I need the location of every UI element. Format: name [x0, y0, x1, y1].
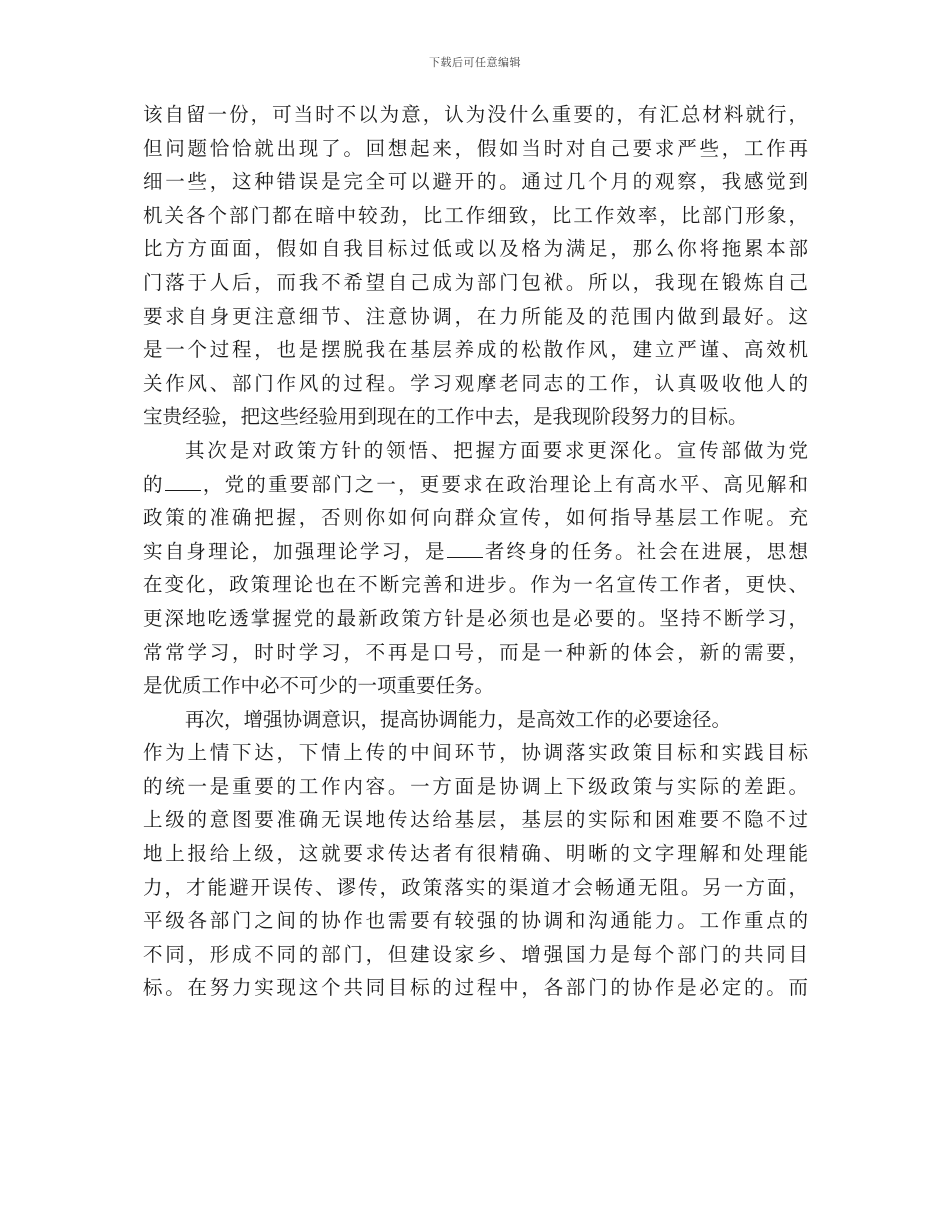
text-line: 门落于人后，而我不希望自己成为部门包袱。所以，我现在锻炼自己 — [143, 270, 808, 294]
text-fragment: 者终身的任务。社会在进展，思想 — [482, 539, 808, 563]
text-line — [143, 468, 808, 502]
text-line: 该自留一份，可当时不以为意，认为没什么重要的，有汇总材料就行， — [143, 103, 808, 126]
text-line: 是一个过程，也是摆脱我在基层养成的松散作风，建立严谨、高效机 — [143, 338, 808, 362]
text-line: 上级的意图要准确无误地传达给基层，基层的实际和困难要不隐不过 — [143, 808, 808, 832]
text-line: 但问题恰恰就出现了。回想起来，假如当时对自己要求严些，工作再 — [143, 136, 808, 160]
text-line: 是优质工作中必不可少的一项重要任务。 — [143, 674, 495, 698]
text-line: 比方方面面，假如自我目标过低或以及格为满足，那么你将拖累本部 — [143, 237, 808, 261]
body-text — [143, 98, 808, 1005]
paragraph-2 — [143, 434, 808, 703]
text-line: 其次是对政策方针的领悟、把握方面要求更深化。宣传部做为党 — [185, 438, 808, 462]
text-line: 关作风、部门作风的过程。学习观摩老同志的工作，认真吸收他人的 — [143, 371, 808, 395]
fill-in-blank — [165, 472, 201, 491]
text-line: 在变化，政策理论也在不断完善和进步。作为一名宣传工作者，更快、 — [143, 573, 808, 597]
text-line: 机关各个部门都在暗中较劲，比工作细致，比工作效率，比部门形象， — [143, 203, 808, 227]
text-line: 标。在努力实现这个共同目标的过程中，各部门的协作是必定的。而 — [143, 976, 808, 1000]
text-line: 不同，形成不同的部门，但建设家乡、增强国力是每个部门的共同目 — [143, 942, 808, 966]
paragraph-3 — [143, 703, 808, 1005]
text-line: 常常学习，时时学习，不再是口号，而是一种新的体会，新的需要， — [143, 640, 808, 664]
text-line: 宝贵经验，把这些经验用到现在的工作中去，是我现阶段努力的目标。 — [143, 405, 748, 429]
text-line — [143, 535, 808, 569]
text-fragment: ，党的重要部门之一，更要求在政治理论上有高水平、高见解和 — [200, 472, 808, 496]
text-line: 再次，增强协调意识，提高协调能力，是高效工作的必要途径。 — [185, 707, 732, 731]
fill-in-blank — [447, 539, 483, 558]
text-line: 更深地吃透掌握党的最新政策方针是必须也是必要的。坚持不断学习， — [143, 606, 808, 630]
text-line: 地上报给上级，这就要求传达者有很精确、明晰的文字理解和处理能 — [143, 842, 808, 866]
text-line: 力，才能避开误传、谬传，政策落实的渠道才会畅通无阻。另一方面， — [143, 875, 808, 899]
text-line: 政策的准确把握，否则你如何向群众宣传，如何指导基层工作呢。充 — [143, 506, 808, 530]
text-line: 要求自身更注意细节、注意协调，在力所能及的范围内做到最好。这 — [143, 304, 808, 328]
page-header: 下载后可任意编辑 — [429, 56, 521, 69]
text-fragment: 实自身理论，加强理论学习，是 — [143, 539, 447, 563]
text-line: 的统一是重要的工作内容。一方面是协调上下级政策与实际的差距。 — [143, 774, 808, 798]
paragraph-1 — [143, 98, 808, 434]
text-fragment: 的 — [143, 472, 165, 496]
text-line: 细一些，这种错误是完全可以避开的。通过几个月的观察，我感觉到 — [143, 170, 808, 194]
text-line: 平级各部门之间的协作也需要有较强的协调和沟通能力。工作重点的 — [143, 909, 808, 933]
text-line: 作为上情下达，下情上传的中间环节，协调落实政策目标和实践目标 — [143, 741, 808, 765]
